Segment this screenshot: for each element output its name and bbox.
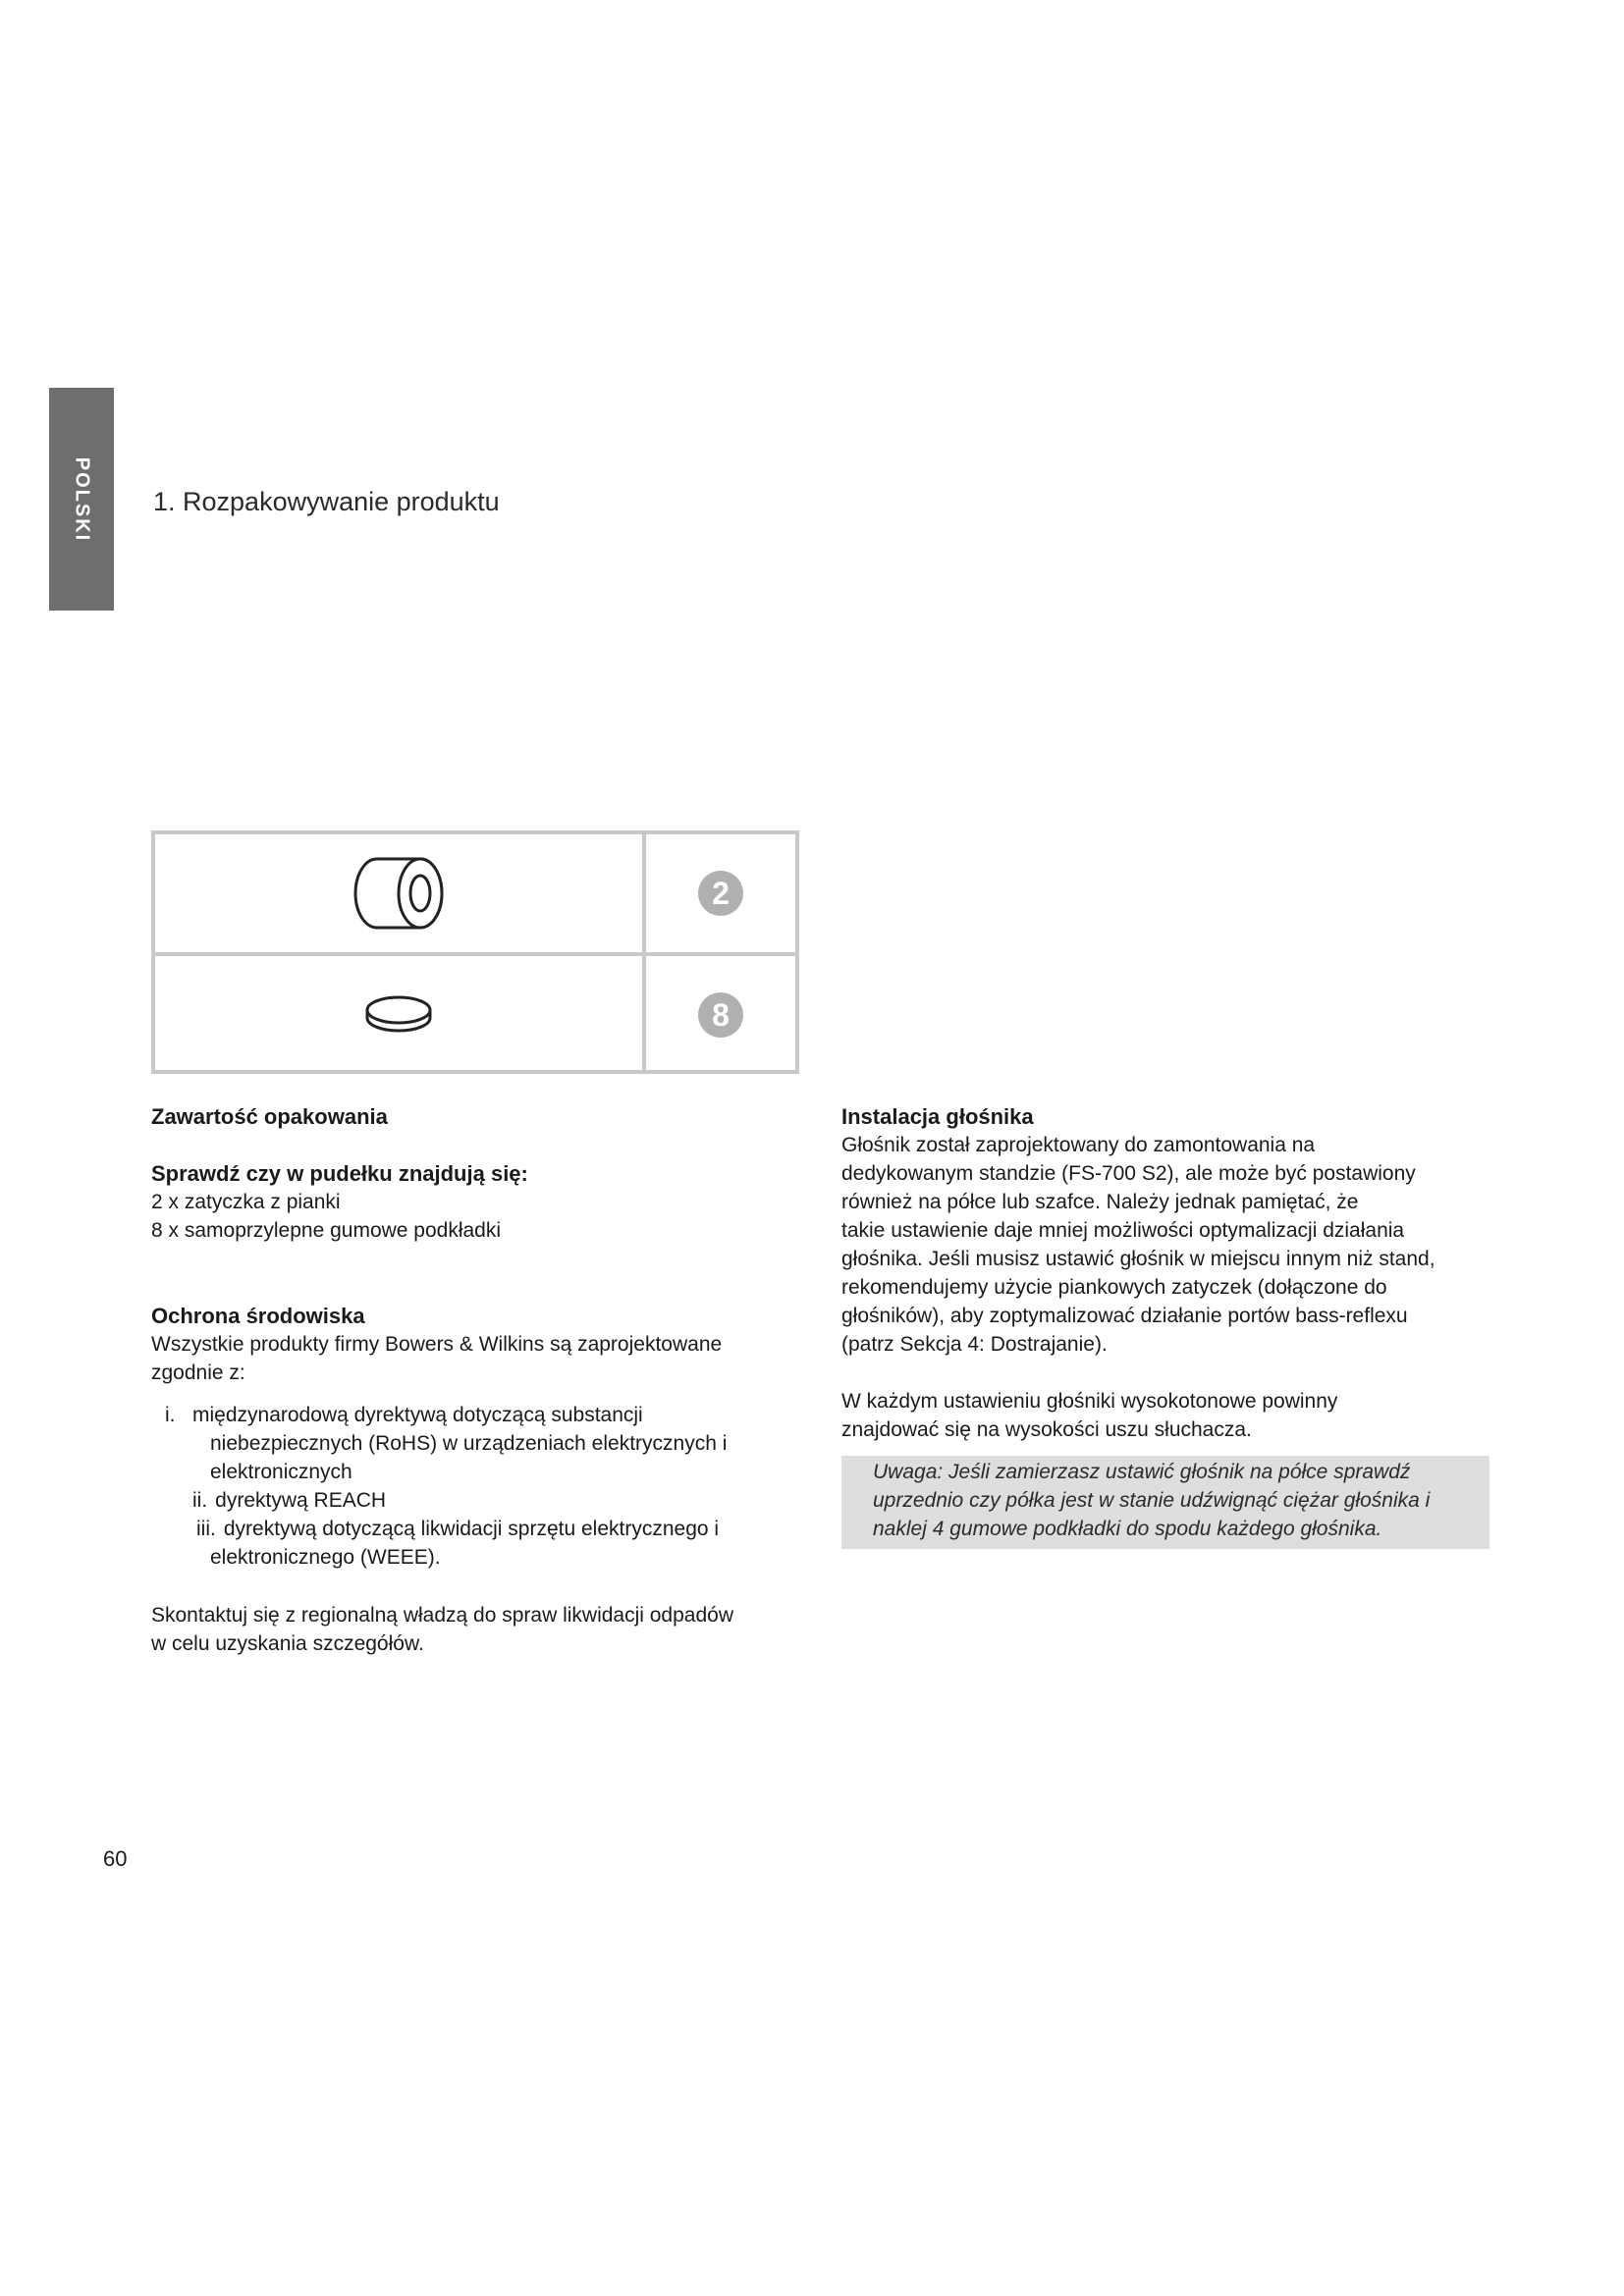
check-box-heading: Sprawdź czy w pudełku znajdują się: xyxy=(151,1161,528,1186)
package-contents-heading: Zawartość opakowania xyxy=(151,1104,388,1129)
page-number: 60 xyxy=(103,1846,128,1871)
list-item-number: i. xyxy=(165,1404,176,1426)
environment-intro-line: zgodnie z: xyxy=(151,1362,245,1384)
table-cell-image xyxy=(155,956,646,1074)
left-column xyxy=(151,1102,789,1658)
list-item-text: elektronicznych xyxy=(210,1461,352,1483)
list-item-text: elektronicznego (WEEE). xyxy=(210,1546,441,1569)
quantity-badge: 8 xyxy=(698,992,743,1038)
table-row xyxy=(155,834,795,956)
section-title: 1. Rozpakowywanie produktu xyxy=(153,487,500,516)
list-item xyxy=(151,1401,789,1486)
foam-plug-icon xyxy=(350,851,448,935)
installation-heading: Instalacja głośnika xyxy=(841,1104,1034,1129)
package-contents-table xyxy=(151,830,799,1074)
tweeter-line: znajdować się na wysokości uszu słuchacza. xyxy=(841,1418,1252,1441)
directives-list xyxy=(151,1401,789,1572)
right-column xyxy=(841,1102,1489,1549)
list-item-text: niebezpiecznych (RoHS) w urządzeniach elektrycznych i xyxy=(210,1432,728,1455)
list-item-text: dyrektywą dotyczącą likwidacji sprzętu elektrycznego i xyxy=(223,1518,720,1540)
language-tab-label: POLSKI xyxy=(71,456,93,542)
quantity-badge: 2 xyxy=(698,871,743,916)
installation-line: takie ustawienie daje mniej możliwości optymalizacji działania xyxy=(841,1219,1405,1242)
note-line: uprzednio czy półka jest w stanie udźwignąć ciężar głośnika i xyxy=(873,1489,1431,1512)
environment-heading: Ochrona środowiska xyxy=(151,1304,365,1328)
environment-intro-line: Wszystkie produkty firmy Bowers & Wilkins są zaprojektowane xyxy=(151,1333,723,1356)
installation-line: (patrz Sekcja 4: Dostrajanie). xyxy=(841,1333,1108,1356)
table-cell-quantity xyxy=(646,834,795,952)
installation-line: rekomendujemy użycie piankowych zatyczek (dołączone do xyxy=(841,1276,1387,1299)
list-item xyxy=(151,1515,789,1572)
tweeter-line: W każdym ustawieniu głośniki wysokotonowe powinny xyxy=(841,1390,1338,1413)
list-item xyxy=(151,1486,789,1515)
installation-line: głośnika. Jeśli musisz ustawić głośnik w miejscu innym niż stand, xyxy=(841,1248,1435,1270)
table-cell-image xyxy=(155,834,646,952)
installation-line: głośników), aby zoptymalizować działanie portów bass-reflexu xyxy=(841,1305,1408,1327)
note-box xyxy=(841,1456,1489,1549)
note-line: Uwaga: Jeśli zamierzasz ustawić głośnik na półce sprawdź xyxy=(873,1461,1411,1483)
list-item-text: dyrektywą REACH xyxy=(215,1489,387,1512)
list-item: 8 x samoprzylepne gumowe podkładki xyxy=(151,1219,502,1242)
note-line: naklej 4 gumowe podkładki do spodu każdego głośnika. xyxy=(873,1518,1382,1540)
table-row xyxy=(155,956,795,1074)
contact-line: w celu uzyskania szczegółów. xyxy=(151,1632,424,1655)
list-item-number: iii. xyxy=(196,1518,216,1540)
rubber-pad-icon xyxy=(359,990,438,1040)
list-item-text: międzynarodową dyrektywą dotyczącą substancji xyxy=(192,1404,643,1426)
list-item-number: ii. xyxy=(192,1489,208,1512)
installation-line: Głośnik został zaprojektowany do zamontowania na xyxy=(841,1134,1316,1156)
contact-line: Skontaktuj się z regionalną władzą do spraw likwidacji odpadów xyxy=(151,1604,733,1627)
installation-line: również na półce lub szafce. Należy jednak pamiętać, że xyxy=(841,1191,1359,1213)
installation-line: dedykowanym standzie (FS-700 S2), ale może być postawiony xyxy=(841,1162,1416,1185)
list-item: 2 x zatyczka z pianki xyxy=(151,1191,341,1213)
language-tab xyxy=(49,388,114,611)
table-cell-quantity xyxy=(646,956,795,1074)
